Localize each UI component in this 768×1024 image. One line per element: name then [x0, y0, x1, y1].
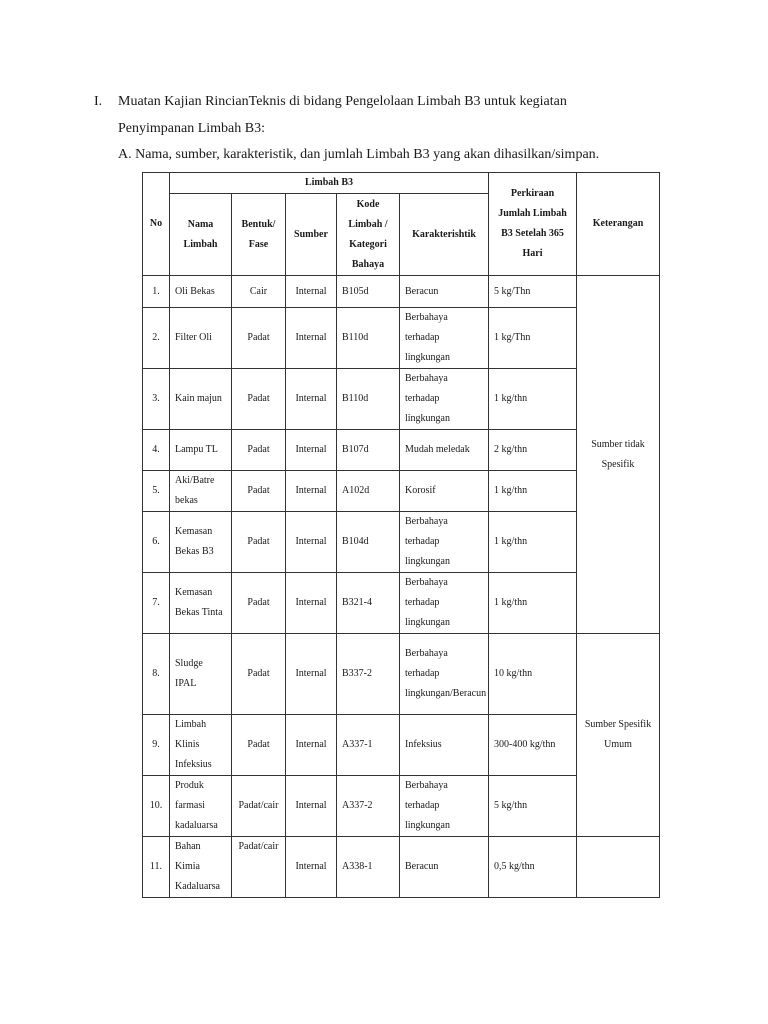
row-sumber: Internal: [286, 512, 337, 573]
row-jumlah: 1 kg/Thn: [489, 308, 577, 369]
row-no: 3.: [143, 369, 170, 430]
row-karakteristik: Berbahaya terhadap lingkungan: [400, 776, 489, 837]
row-bentuk: Padat/cair: [232, 776, 286, 837]
row-no: 11.: [143, 837, 170, 898]
row-nama: Oli Bekas: [170, 276, 232, 308]
row-jumlah: 1 kg/thn: [489, 471, 577, 512]
row-sumber: Internal: [286, 276, 337, 308]
row-sumber: Internal: [286, 776, 337, 837]
row-bentuk: Padat: [232, 430, 286, 471]
row-sumber: Internal: [286, 634, 337, 715]
row-bentuk: Padat: [232, 634, 286, 715]
row-no: 2.: [143, 308, 170, 369]
row-sumber: Internal: [286, 715, 337, 776]
row-jumlah: 300-400 kg/thn: [489, 715, 577, 776]
row-kode: B337-2: [337, 634, 400, 715]
row-nama: Limbah Klinis Infeksius: [170, 715, 232, 776]
row-kode: B105d: [337, 276, 400, 308]
row-bentuk: Padat: [232, 573, 286, 634]
row-sumber: Internal: [286, 430, 337, 471]
row-nama: Kemasan Bekas B3: [170, 512, 232, 573]
row-bentuk: Padat: [232, 512, 286, 573]
row-nama: Aki/Batre bekas: [170, 471, 232, 512]
row-no: 1.: [143, 276, 170, 308]
row-jumlah: 1 kg/thn: [489, 512, 577, 573]
header-limbah-b3: Limbah B3: [170, 173, 489, 194]
keterangan-sumber-spesifik-umum: Sumber Spesifik Umum: [577, 634, 660, 837]
row-sumber: Internal: [286, 573, 337, 634]
keterangan-empty: [577, 837, 660, 898]
row-nama: Kain majun: [170, 369, 232, 430]
row-kode: B110d: [337, 369, 400, 430]
row-jumlah: 1 kg/thn: [489, 369, 577, 430]
header-perkiraan-jumlah: Perkiraan Jumlah Limbah B3 Setelah 365 Hari: [489, 173, 577, 276]
row-karakteristik: Berbahaya terhadap lingkungan: [400, 512, 489, 573]
row-karakteristik: Mudah meledak: [400, 430, 489, 471]
table-row: [143, 837, 660, 898]
row-bentuk: Padat: [232, 471, 286, 512]
table-row: [143, 276, 660, 308]
header-bentuk-fase: Bentuk/ Fase: [232, 194, 286, 276]
row-no: 8.: [143, 634, 170, 715]
row-sumber: Internal: [286, 471, 337, 512]
row-kode: A102d: [337, 471, 400, 512]
row-nama: Produk farmasi kadaluarsa: [170, 776, 232, 837]
row-jumlah: 1 kg/thn: [489, 573, 577, 634]
row-jumlah: 0,5 kg/thn: [489, 837, 577, 898]
row-sumber: Internal: [286, 308, 337, 369]
row-kode: A337-1: [337, 715, 400, 776]
section-number: I.: [94, 94, 103, 109]
row-karakteristik: Beracun: [400, 276, 489, 308]
sub-item-a: A. Nama, sumber, karakteristik, dan jumlah Limbah B3 yang akan dihasilkan/simpan.: [118, 147, 600, 162]
section-title-line1: Muatan Kajian RincianTeknis di bidang Pengelolaan Limbah B3 untuk kegiatan: [118, 94, 567, 109]
row-bentuk: Cair: [232, 276, 286, 308]
row-jumlah: 5 kg/Thn: [489, 276, 577, 308]
row-kode: B104d: [337, 512, 400, 573]
row-jumlah: 2 kg/thn: [489, 430, 577, 471]
row-karakteristik: Infeksius: [400, 715, 489, 776]
header-sumber: Sumber: [286, 194, 337, 276]
row-kode: A338-1: [337, 837, 400, 898]
row-no: 10.: [143, 776, 170, 837]
table-row: [143, 634, 660, 715]
row-kode: A337-2: [337, 776, 400, 837]
row-no: 5.: [143, 471, 170, 512]
row-sumber: Internal: [286, 837, 337, 898]
row-no: 6.: [143, 512, 170, 573]
header-nama-limbah: Nama Limbah: [170, 194, 232, 276]
row-nama: Lampu TL: [170, 430, 232, 471]
row-no: 4.: [143, 430, 170, 471]
row-karakteristik: Berbahaya terhadap lingkungan: [400, 573, 489, 634]
row-kode: B321-4: [337, 573, 400, 634]
row-nama: Bahan Kimia Kadaluarsa: [170, 837, 232, 898]
row-bentuk: Padat: [232, 715, 286, 776]
row-no: 9.: [143, 715, 170, 776]
row-kode: B110d: [337, 308, 400, 369]
header-keterangan: Keterangan: [577, 173, 660, 276]
limbah-b3-table: [142, 172, 660, 898]
row-nama: Kemasan Bekas Tinta: [170, 573, 232, 634]
row-bentuk: Padat/cair: [232, 837, 286, 898]
row-karakteristik: Berbahaya terhadap lingkungan: [400, 369, 489, 430]
row-no: 7.: [143, 573, 170, 634]
header-karakteristik: Karakterishtik: [400, 194, 489, 276]
row-karakteristik: Berbahaya terhadap lingkungan: [400, 308, 489, 369]
row-jumlah: 10 kg/thn: [489, 634, 577, 715]
header-no: No: [143, 173, 170, 276]
row-karakteristik: Berbahaya terhadap lingkungan/Beracun: [400, 634, 489, 715]
row-sumber: Internal: [286, 369, 337, 430]
row-karakteristik: Korosif: [400, 471, 489, 512]
header-kode-limbah: Kode Limbah / Kategori Bahaya: [337, 194, 400, 276]
row-kode: B107d: [337, 430, 400, 471]
keterangan-sumber-tidak-spesifik: Sumber tidak Spesifik: [577, 276, 660, 634]
row-bentuk: Padat: [232, 369, 286, 430]
row-bentuk: Padat: [232, 308, 286, 369]
row-jumlah: 5 kg/thn: [489, 776, 577, 837]
row-karakteristik: Beracun: [400, 837, 489, 898]
section-title-line2: Penyimpanan Limbah B3:: [118, 121, 265, 136]
row-nama: Filter Oli: [170, 308, 232, 369]
row-nama: Sludge IPAL: [170, 634, 232, 715]
